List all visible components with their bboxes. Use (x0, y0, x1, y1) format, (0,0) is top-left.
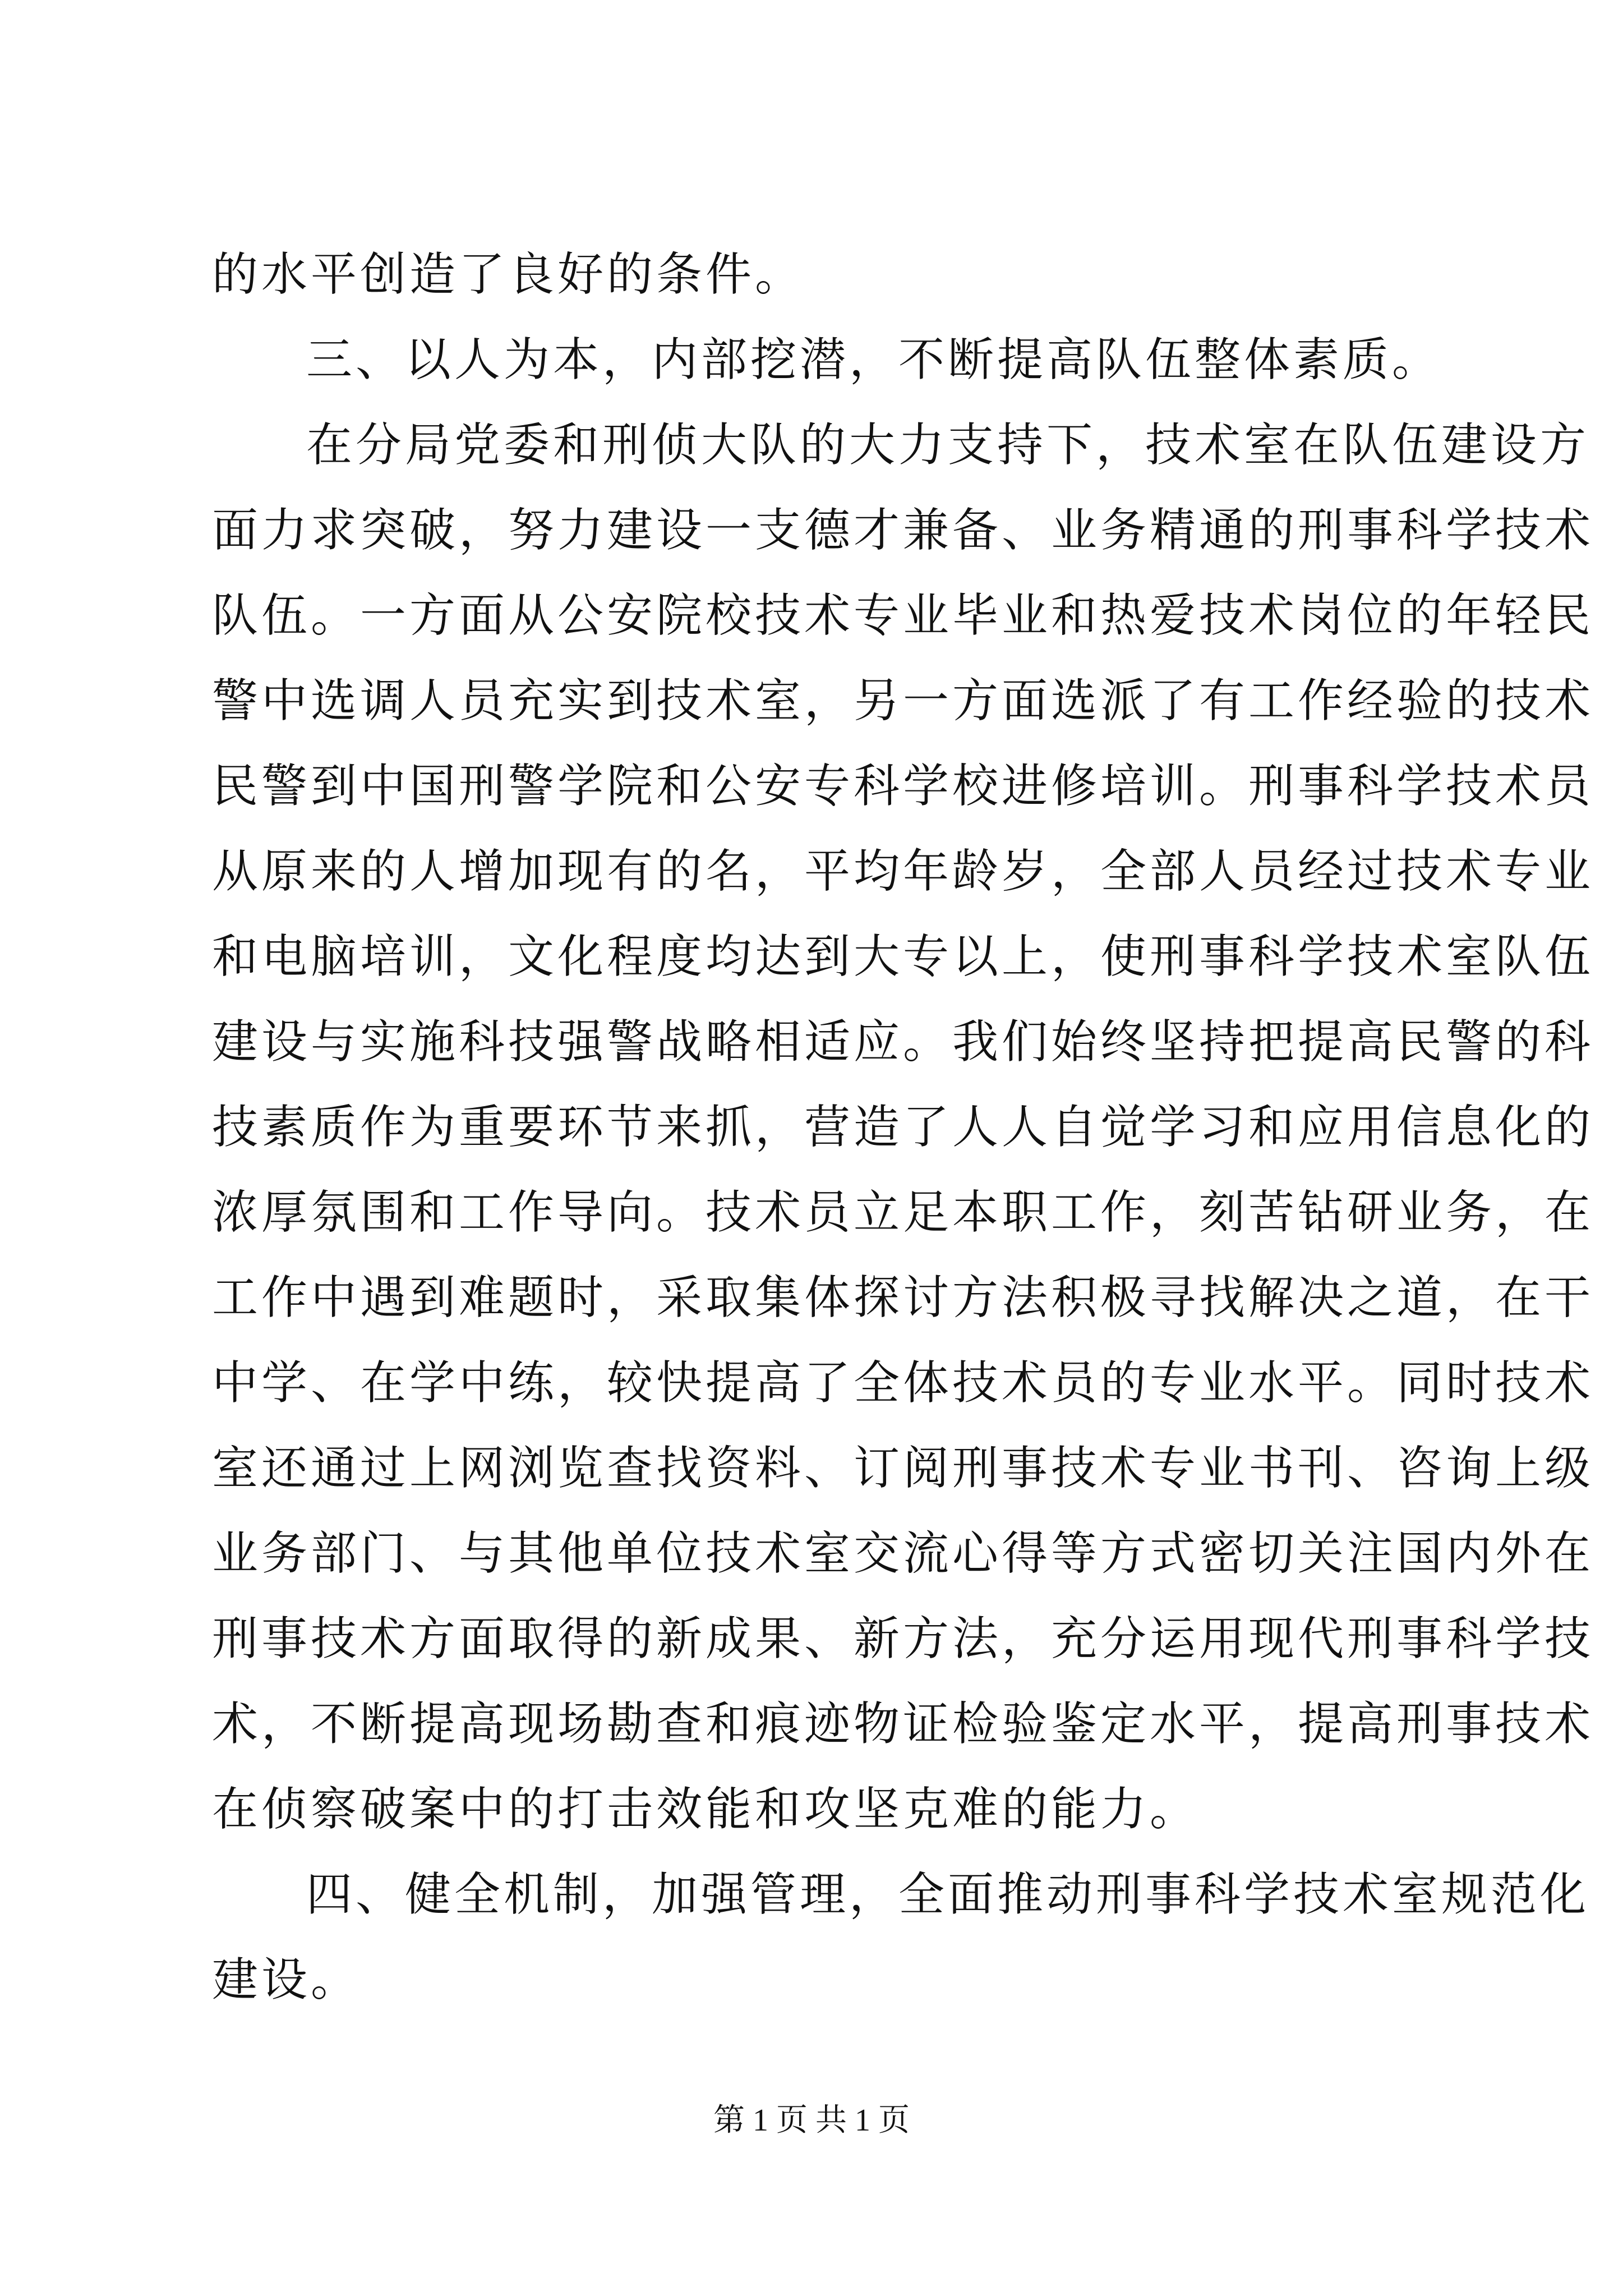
text-line: 的水平创造了良好的条件。 (212, 248, 805, 301)
text-line: 建设与实施科技强警战略相适应。我们始终坚持把提高民警的科 (212, 1015, 1594, 1069)
text-line: 业务部门、与其他单位技术室交流心得等方式密切关注国内外在 (212, 1527, 1594, 1580)
text-line: 队伍。一方面从公安院校技术专业毕业和热爱技术岗位的年轻民 (212, 589, 1594, 642)
page-footer: 第 1 页 共 1 页 (713, 2103, 910, 2138)
text-line: 民警到中国刑警学院和公安专科学校进修培训。刑事科学技术员 (212, 760, 1594, 813)
text-line: 建设。 (212, 1953, 361, 2007)
text-line: 从原来的人增加现有的名，平均年龄岁，全部人员经过技术专业 (212, 845, 1594, 898)
text-line: 技素质作为重要环节来抓，营造了人人自觉学习和应用信息化的 (212, 1101, 1594, 1154)
text-line: 室还通过上网浏览查找资料、订阅刑事技术专业书刊、咨询上级 (212, 1442, 1594, 1495)
text-line: 浓厚氛围和工作导向。技术员立足本职工作，刻苦钻研业务，在 (212, 1186, 1594, 1239)
section-heading-4: 四、健全机制，加强管理，全面推动刑事科学技术室规范化 (306, 1868, 1590, 1921)
text-line: 术，不断提高现场勘查和痕迹物证检验鉴定水平，提高刑事技术 (212, 1697, 1594, 1751)
text-line: 警中选调人员充实到技术室，另一方面选派了有工作经验的技术 (212, 674, 1594, 728)
text-line: 在侦察破案中的打击效能和攻坚克难的能力。 (212, 1783, 1200, 1836)
text-line: 工作中遇到难题时，采取集体探讨方法积极寻找解决之道，在干 (212, 1271, 1594, 1324)
text-line: 面力求突破，努力建设一支德才兼备、业务精通的刑事科学技术 (212, 504, 1594, 557)
section-heading-3: 三、以人为本，内部挖潜，不断提高队伍整体素质。 (306, 333, 1442, 386)
text-line: 和电脑培训，文化程度均达到大专以上，使刑事科学技术室队伍 (212, 930, 1594, 983)
text-line: 在分局党委和刑侦大队的大力支持下，技术室在队伍建设方 (306, 418, 1590, 472)
text-line: 中学、在学中练，较快提高了全体技术员的专业水平。同时技术 (212, 1356, 1594, 1410)
text-line: 刑事技术方面取得的新成果、新方法，充分运用现代刑事科学技 (212, 1612, 1594, 1665)
